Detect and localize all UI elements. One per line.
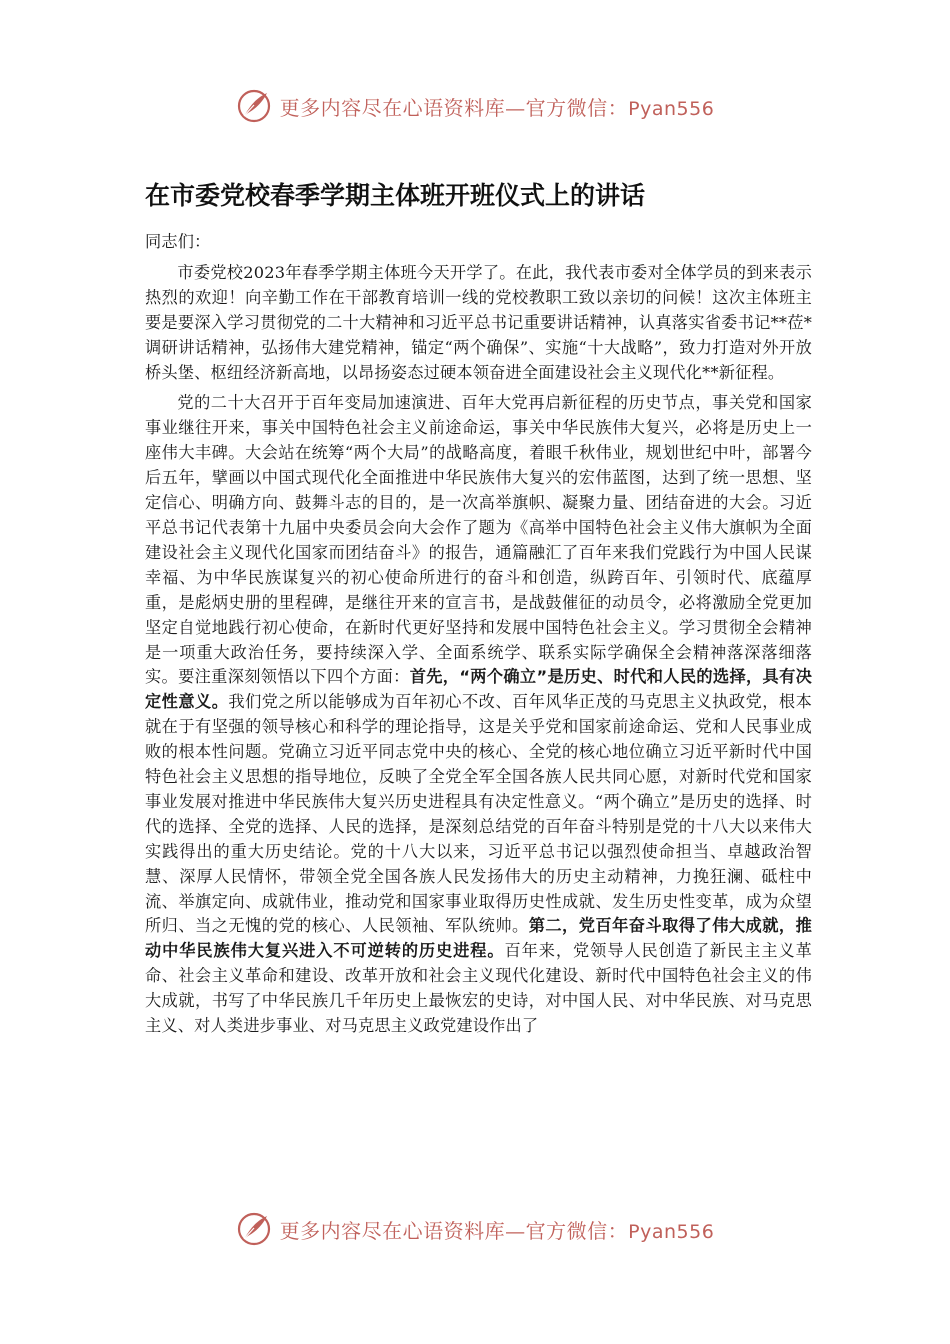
paragraph-2	[145, 391, 812, 1039]
paragraph-2-text-c: 百年来，党领导人民创造了新民主主义革命、社会主义革命和建设、改革开放和社会主义现代化建设、新时代中国特色社会主义的伟大成就，书写了中华民族几千年历史上最恢宏的史诗，对中国人民、对中华民族、对马克思主义、对人类进步事业、对马克思主义政党建设作出了	[145, 941, 812, 1036]
quill-logo-icon	[236, 88, 272, 124]
watermark-wechat-id: Pyan556	[628, 97, 715, 120]
point-two-heading: 第二，党百年奋斗取得了伟大成就，推动中华民族伟大复兴进入不可逆转的历史进程。	[145, 916, 812, 961]
watermark-text: 更多内容尽在心语资料库—官方微信：Pyan556	[279, 95, 715, 120]
watermark-text: 更多内容尽在心语资料库—官方微信：Pyan556	[279, 1218, 715, 1243]
paragraph-2-text-b: 我们党之所以能够成为百年初心不改、百年风华正茂的马克思主义执政党，根本就在于有坚强的领导核心和科学的理论指导，这是关乎党和国家前途命运、党和人民事业成败的根本性问题。党确立习近平同志党中央的核心、全党的核心地位确立习近平新时代中国特色社会主义思想的指导地位，反映了全党全军全国各族人民共同心愿，对新时代党和国家事业发展对推进中华民族伟大复兴历史进程具有决定性意义。“两个确立”是历史的选择、时代的选择、全党的选择、人民的选择，是深刻总结党的百年奋斗特别是党的十八大以来伟大实践得出的重大历史结论。党的十八大以来，习近平总书记以强烈使命担当、卓越政治智慧、深厚人民情怀，带领全党全国各族人民发扬伟大的历史主动精神，力挽狂澜、砥柱中流、举旗定向、成就伟业，推动党和国家事业取得历史性成就、发生历史性变革，成为众望所归、当之无愧的党的核心、人民领袖、军队统帅。	[145, 692, 813, 936]
watermark-footer	[0, 1209, 950, 1249]
watermark-wechat-id: Pyan556	[628, 1220, 715, 1243]
paragraph-1: 市委党校2023年春季学期主体班今天开学了。在此，我代表市委对全体学员的到来表示热烈的欢迎！向辛勤工作在干部教育培训一线的党校教职工致以亲切的问候！这次主体班主要是要深入学习贯彻党的二十大精神和习近平总书记重要讲话精神，认真落实省委书记**莅*调研讲话精神，弘扬伟大建党精神，锚定“两个确保”、实施“十大战略”，致力打造对外开放桥头堡、枢纽经济新高地，以昂扬姿态过硬本领奋进全面建设社会主义现代化**新征程。	[145, 262, 812, 382]
document-body	[145, 230, 812, 1045]
greeting: 同志们：	[145, 232, 211, 251]
watermark-header	[0, 86, 950, 126]
document-title: 在市委党校春季学期主体班开班仪式上的讲话	[145, 181, 646, 210]
point-one-heading: 首先，“两个确立”是历史、时代和人民的选择，具有决定性意义。	[145, 667, 812, 712]
paragraph-2-text-a: 党的二十大召开于百年变局加速演进、百年大党再启新征程的历史节点，事关党和国家事业继往开来，事关中国特色社会主义前途命运，事关中华民族伟大复兴，必将是历史上一座伟大丰碑。大会站在统筹“两个大局”的战略高度，着眼千秋伟业，规划世纪中叶，部署今后五年，擘画以中国式现代化全面推进中华民族伟大复兴的宏伟蓝图，达到了统一思想、坚定信心、明确方向、鼓舞斗志的目的，是一次高举旗帜、凝聚力量、团结奋进的大会。习近平总书记代表第十九届中央委员会向大会作了题为《高举中国特色社会主义伟大旗帜为全面建设社会主义现代化国家而团结奋斗》的报告，通篇融汇了百年来我们党践行为中国人民谋幸福、为中华民族谋复兴的初心使命所进行的奋斗和创造，纵跨百年、引领时代、底蕴厚重，是彪炳史册的里程碑，是继往开来的宣言书，是战鼓催征的动员令，必将激励全党更加坚定自觉地践行初心使命，在新时代更好坚持和发展中国特色社会主义。学习贯彻全会精神是一项重大政治任务，要持续深入学、全面系统学、联系实际学确保全会精神落深落细落实。要注重深刻领悟以下四个方面：	[145, 393, 812, 687]
quill-logo-icon	[236, 1211, 272, 1247]
